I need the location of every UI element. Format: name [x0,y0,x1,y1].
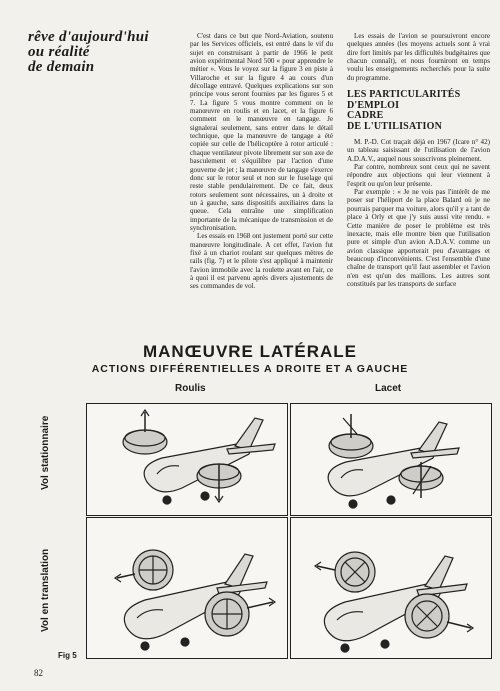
row-label-hover: Vol stationnaire [40,415,51,490]
aircraft-illustration [291,404,491,515]
section-heading-line: D'EMPLOI [347,99,400,111]
sidebar-title [28,30,178,75]
aircraft-illustration [87,404,287,515]
paragraph: Par exemple : « Je ne vois pas l'intérêt de me poser sur l'héliport de la place Balard où je ne pourrais parquer ma voiture, alors qu'il y a tant de place à Orly et que j'y suis aussi vite rendu. » Cette manière de poser le problème est très inexacte, mais elle montre bien que l'utilisation pure et simple d'un avion A.D.A.V. comme un avion classique apporterait peu d'avantages et beaucoup d'inconvénients. C'est l'ensemble d'une chaîne de transport qu'il faut assembler et l'avion n'en est qu'un des maillons. Les autres sont constitués par les transports de surface [347,188,490,288]
section-heading [347,90,490,132]
figure-title: MANŒUVRE LATÉRALE [142,342,358,361]
aircraft-illustration [87,518,287,658]
paragraph: C'est dans ce but que Nord-Aviation, soutenu par les Services officiels, est entré dans le vif du sujet en construisant à partir de 1966 le petit avion expérimental Nord 500 « pour apprendre le métier ». Vous le voyez sur la figure 3 en piste à Villaroche et sur la figure 4 au cours d'un décollage entravé. Quelques explications sur son principe vous seront fournies par les figures 5 et 7. La figure 5 vous montre comment on le manœuvre en roulis et en lacet, et la figure 6 comment on le manœuvre en tangage. Je signalerai seulement, sans entrer dans le détail technique, que la manœuvre de tangage a été copiée sur celle de l'hélicoptère à rotor articulé : chaque ventilateur pivote librement sur son axe de basculement et s'équilibre par l'action d'une gouverne de jet ; la manœuvre de tangage s'exerce donc sur le rotor seul et non sur le fuselage qui reste stable pendulairement. De ce fait, deux rotors seulement sont nécessaires, un à droite et un à gauche, sans dispositifs auxiliaires dans la queue. Cela entraîne une simplification importante de la mécanique de transmission et de synchronisation. [190,32,333,232]
aircraft-illustration [291,518,491,658]
section-heading-line: CADRE [347,110,384,122]
article-column-middle [190,32,333,291]
section-heading-line: LES PARTICULARITÉS [347,89,461,101]
sidebar-title-line: de demain [28,59,95,75]
paragraph: Les essais de l'avion se poursuivront encore quelques années (les moyens actuels sont à vrai dire fort limités par les difficultés budgétaires que chacun connaît), et nous fourniront en temps voulu les enseignements recherchés pour la suite du programme. [347,32,490,82]
paragraph: M. P.-D. Cot traçait déjà en 1967 (Icare n° 42) un tableau saisissant de l'utilisation de l'avion A.D.A.V., auquel nous souscrivons pleinement. [347,138,490,163]
sidebar-title-line: ou réalité [28,44,90,60]
figure-panel-roll-hover [86,403,288,516]
page-number: 82 [34,668,43,678]
figure-panel-yaw-translation [290,517,492,659]
column-label-roulis: Roulis [175,383,206,394]
paragraph: Par contre, nombreux sont ceux qui ne savent répondre aux objections qui leur viennent à l'esprit ou qu'on leur présente. [347,163,490,188]
paragraph: Les essais en 1968 ont justement porté sur cette manœuvre longitudinale. A cet effet, l'avion fut fixé à un chariot roulant sur quelques mètres de rails (fig. 7) et le pilote s'est appliqué à maintenir l'avion immobile avec la roulette avant en l'air, ce à quoi il est parvenu après divers ajustements de ses commandes de vol. [190,232,333,291]
row-label-translation: Vol en translation [40,548,51,632]
figure-label: Fig 5 [58,651,77,660]
column-label-lacet: Lacet [375,383,402,394]
section-heading-line: DE L'UTILISATION [347,120,442,132]
figure-panel-yaw-hover [290,403,492,516]
sidebar-title-line: rêve d'aujourd'hui [28,29,149,45]
figure-subtitle: ACTIONS DIFFÉRENTIELLES A DROITE ET A GAUCHE [91,363,409,375]
figure-panel-roll-translation [86,517,288,659]
article-column-right [347,32,490,288]
